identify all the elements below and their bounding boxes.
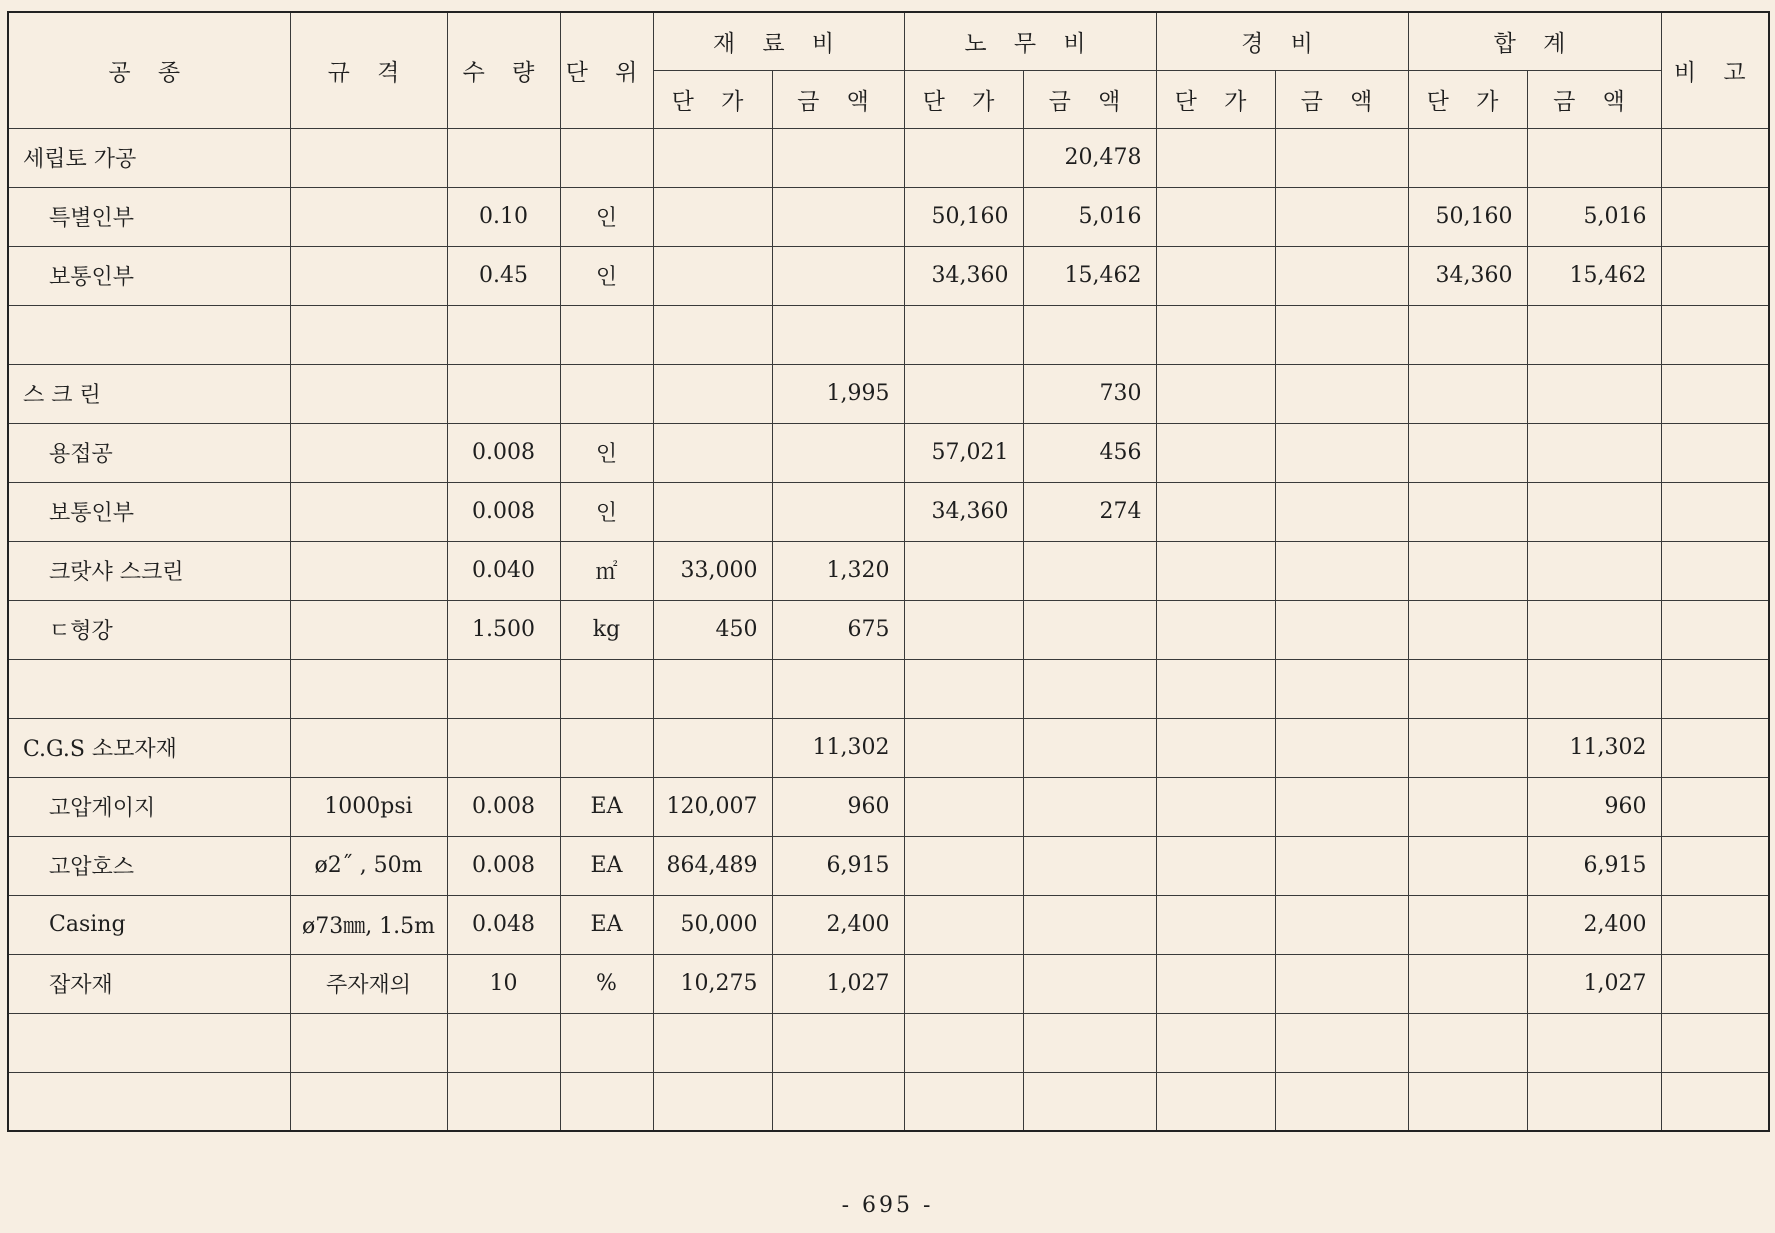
total-amount-cell <box>1527 600 1661 659</box>
item-name-cell: 용접공 <box>8 423 290 482</box>
expense-unit-price-cell <box>1156 600 1275 659</box>
labor-unit-price-cell <box>904 128 1023 187</box>
total-amount-cell <box>1527 364 1661 423</box>
labor-unit-price-cell <box>904 600 1023 659</box>
item-name-cell: C.G.S 소모자재 <box>8 718 290 777</box>
quantity-cell: 0.040 <box>447 541 560 600</box>
item-name-cell <box>8 1013 290 1072</box>
header-labor-amount: 금 액 <box>1023 70 1156 128</box>
total-amount-cell: 6,915 <box>1527 836 1661 895</box>
total-amount-cell <box>1527 305 1661 364</box>
labor-unit-price-cell <box>904 954 1023 1013</box>
unit-cell <box>560 128 653 187</box>
total-unit-price-cell <box>1408 541 1527 600</box>
spec-cell <box>290 482 447 541</box>
spec-cell <box>290 305 447 364</box>
quantity-cell <box>447 659 560 718</box>
item-name-cell: Casing <box>8 895 290 954</box>
remark-cell <box>1661 482 1769 541</box>
expense-amount-cell <box>1275 777 1408 836</box>
remark-cell <box>1661 777 1769 836</box>
total-amount-cell: 15,462 <box>1527 246 1661 305</box>
material-unit-price-cell <box>653 305 772 364</box>
table-row <box>8 718 1769 777</box>
material-amount-cell <box>772 305 904 364</box>
table-row <box>8 777 1769 836</box>
page-number: - 695 - <box>841 1193 934 1218</box>
expense-unit-price-cell <box>1156 659 1275 718</box>
labor-unit-price-cell: 34,360 <box>904 246 1023 305</box>
expense-amount-cell <box>1275 659 1408 718</box>
header-total-amount: 금 액 <box>1527 70 1661 128</box>
material-amount-cell: 11,302 <box>772 718 904 777</box>
unit-cell: kg <box>560 600 653 659</box>
labor-amount-cell <box>1023 541 1156 600</box>
labor-amount-cell <box>1023 718 1156 777</box>
labor-unit-price-cell <box>904 777 1023 836</box>
header-expense-amount: 금 액 <box>1275 70 1408 128</box>
item-name-cell <box>8 659 290 718</box>
quantity-cell <box>447 1013 560 1072</box>
material-unit-price-cell <box>653 482 772 541</box>
labor-amount-cell <box>1023 777 1156 836</box>
material-amount-cell <box>772 659 904 718</box>
table-row <box>8 954 1769 1013</box>
table-row <box>8 600 1769 659</box>
expense-unit-price-cell <box>1156 305 1275 364</box>
remark-cell <box>1661 423 1769 482</box>
spec-cell <box>290 659 447 718</box>
table-row <box>8 895 1769 954</box>
total-unit-price-cell <box>1408 600 1527 659</box>
spec-cell <box>290 246 447 305</box>
total-unit-price-cell <box>1408 128 1527 187</box>
remark-cell <box>1661 305 1769 364</box>
expense-amount-cell <box>1275 482 1408 541</box>
unit-cell <box>560 718 653 777</box>
material-unit-price-cell <box>653 659 772 718</box>
item-name-cell: 보통인부 <box>8 246 290 305</box>
spec-cell <box>290 364 447 423</box>
table-row <box>8 482 1769 541</box>
material-unit-price-cell <box>653 1072 772 1131</box>
total-amount-cell <box>1527 1072 1661 1131</box>
total-unit-price-cell <box>1408 1013 1527 1072</box>
spec-cell <box>290 541 447 600</box>
labor-amount-cell <box>1023 895 1156 954</box>
header-labor: 노 무 비 <box>904 12 1156 70</box>
quantity-cell: 0.45 <box>447 246 560 305</box>
unit-cell: % <box>560 954 653 1013</box>
remark-cell <box>1661 1013 1769 1072</box>
unit-cell: 인 <box>560 423 653 482</box>
expense-unit-price-cell <box>1156 1013 1275 1072</box>
expense-amount-cell <box>1275 836 1408 895</box>
unit-cell: EA <box>560 777 653 836</box>
expense-unit-price-cell <box>1156 1072 1275 1131</box>
expense-amount-cell <box>1275 718 1408 777</box>
spec-cell <box>290 718 447 777</box>
labor-unit-price-cell <box>904 541 1023 600</box>
unit-cell <box>560 305 653 364</box>
spec-cell <box>290 423 447 482</box>
total-unit-price-cell <box>1408 305 1527 364</box>
expense-amount-cell <box>1275 187 1408 246</box>
table-row <box>8 246 1769 305</box>
quantity-cell <box>447 718 560 777</box>
quantity-cell: 0.008 <box>447 482 560 541</box>
table-body <box>8 128 1769 1131</box>
material-unit-price-cell <box>653 187 772 246</box>
remark-cell <box>1661 954 1769 1013</box>
remark-cell <box>1661 600 1769 659</box>
cost-breakdown-table <box>7 11 1770 1132</box>
unit-cell: ㎡ <box>560 541 653 600</box>
labor-unit-price-cell <box>904 895 1023 954</box>
total-amount-cell: 5,016 <box>1527 187 1661 246</box>
labor-amount-cell: 456 <box>1023 423 1156 482</box>
header-expense-unit-price: 단 가 <box>1156 70 1275 128</box>
labor-amount-cell: 5,016 <box>1023 187 1156 246</box>
labor-amount-cell <box>1023 1013 1156 1072</box>
unit-cell: 인 <box>560 187 653 246</box>
labor-unit-price-cell <box>904 305 1023 364</box>
material-amount-cell <box>772 128 904 187</box>
header-labor-unit-price: 단 가 <box>904 70 1023 128</box>
remark-cell <box>1661 836 1769 895</box>
quantity-cell: 10 <box>447 954 560 1013</box>
expense-amount-cell <box>1275 246 1408 305</box>
expense-unit-price-cell <box>1156 364 1275 423</box>
labor-amount-cell <box>1023 1072 1156 1131</box>
expense-amount-cell <box>1275 128 1408 187</box>
table-row <box>8 187 1769 246</box>
quantity-cell <box>447 128 560 187</box>
remark-cell <box>1661 718 1769 777</box>
labor-amount-cell: 20,478 <box>1023 128 1156 187</box>
total-amount-cell: 1,027 <box>1527 954 1661 1013</box>
expense-amount-cell <box>1275 541 1408 600</box>
labor-unit-price-cell: 34,360 <box>904 482 1023 541</box>
remark-cell <box>1661 187 1769 246</box>
remark-cell <box>1661 128 1769 187</box>
total-unit-price-cell <box>1408 718 1527 777</box>
labor-unit-price-cell <box>904 718 1023 777</box>
expense-amount-cell <box>1275 600 1408 659</box>
total-unit-price-cell <box>1408 836 1527 895</box>
spec-cell: ø73㎜, 1.5m <box>290 895 447 954</box>
labor-amount-cell: 15,462 <box>1023 246 1156 305</box>
expense-unit-price-cell <box>1156 128 1275 187</box>
item-name-cell <box>8 305 290 364</box>
total-unit-price-cell <box>1408 482 1527 541</box>
spec-cell: 주자재의 <box>290 954 447 1013</box>
labor-amount-cell <box>1023 305 1156 364</box>
unit-cell: 인 <box>560 482 653 541</box>
item-name-cell: 보통인부 <box>8 482 290 541</box>
total-amount-cell: 2,400 <box>1527 895 1661 954</box>
header-expense: 경 비 <box>1156 12 1408 70</box>
total-amount-cell <box>1527 423 1661 482</box>
total-unit-price-cell <box>1408 895 1527 954</box>
remark-cell <box>1661 895 1769 954</box>
table-row <box>8 541 1769 600</box>
quantity-cell <box>447 305 560 364</box>
total-unit-price-cell <box>1408 777 1527 836</box>
total-amount-cell <box>1527 541 1661 600</box>
material-unit-price-cell: 120,007 <box>653 777 772 836</box>
quantity-cell <box>447 364 560 423</box>
expense-unit-price-cell <box>1156 954 1275 1013</box>
material-amount-cell <box>772 1013 904 1072</box>
labor-amount-cell <box>1023 600 1156 659</box>
item-name-cell: ㄷ형강 <box>8 600 290 659</box>
total-unit-price-cell: 50,160 <box>1408 187 1527 246</box>
expense-amount-cell <box>1275 1072 1408 1131</box>
labor-unit-price-cell <box>904 836 1023 895</box>
header-spec: 규 격 <box>290 12 447 128</box>
total-unit-price-cell <box>1408 423 1527 482</box>
material-unit-price-cell <box>653 1013 772 1072</box>
table-row <box>8 659 1769 718</box>
item-name-cell <box>8 1072 290 1131</box>
table-row <box>8 1072 1769 1131</box>
labor-amount-cell: 730 <box>1023 364 1156 423</box>
labor-unit-price-cell <box>904 1013 1023 1072</box>
spec-cell <box>290 600 447 659</box>
expense-amount-cell <box>1275 364 1408 423</box>
material-amount-cell: 1,995 <box>772 364 904 423</box>
material-unit-price-cell <box>653 423 772 482</box>
header-qty: 수 량 <box>447 12 560 128</box>
item-name-cell: 특별인부 <box>8 187 290 246</box>
table-header <box>8 12 1769 128</box>
expense-amount-cell <box>1275 895 1408 954</box>
header-material-unit-price: 단 가 <box>653 70 772 128</box>
spec-cell: ø2˝ , 50m <box>290 836 447 895</box>
material-amount-cell: 2,400 <box>772 895 904 954</box>
material-unit-price-cell: 864,489 <box>653 836 772 895</box>
labor-amount-cell <box>1023 954 1156 1013</box>
quantity-cell: 0.048 <box>447 895 560 954</box>
table-row <box>8 128 1769 187</box>
quantity-cell: 0.008 <box>447 836 560 895</box>
table-row <box>8 364 1769 423</box>
unit-cell: EA <box>560 895 653 954</box>
table-row <box>8 1013 1769 1072</box>
total-unit-price-cell <box>1408 1072 1527 1131</box>
unit-cell <box>560 659 653 718</box>
header-total: 합 계 <box>1408 12 1661 70</box>
material-unit-price-cell: 450 <box>653 600 772 659</box>
table-row <box>8 836 1769 895</box>
remark-cell <box>1661 1072 1769 1131</box>
unit-cell: EA <box>560 836 653 895</box>
remark-cell <box>1661 659 1769 718</box>
material-unit-price-cell <box>653 128 772 187</box>
expense-unit-price-cell <box>1156 187 1275 246</box>
labor-amount-cell <box>1023 659 1156 718</box>
expense-unit-price-cell <box>1156 423 1275 482</box>
header-total-unit-price: 단 가 <box>1408 70 1527 128</box>
material-unit-price-cell: 33,000 <box>653 541 772 600</box>
material-amount-cell: 6,915 <box>772 836 904 895</box>
expense-amount-cell <box>1275 1013 1408 1072</box>
material-amount-cell: 1,320 <box>772 541 904 600</box>
table-row <box>8 305 1769 364</box>
expense-unit-price-cell <box>1156 541 1275 600</box>
material-amount-cell: 675 <box>772 600 904 659</box>
total-unit-price-cell: 34,360 <box>1408 246 1527 305</box>
material-unit-price-cell <box>653 246 772 305</box>
quantity-cell: 0.10 <box>447 187 560 246</box>
spec-cell <box>290 187 447 246</box>
labor-unit-price-cell <box>904 364 1023 423</box>
item-name-cell: 고압호스 <box>8 836 290 895</box>
material-amount-cell: 960 <box>772 777 904 836</box>
expense-unit-price-cell <box>1156 895 1275 954</box>
expense-unit-price-cell <box>1156 246 1275 305</box>
unit-cell <box>560 1072 653 1131</box>
labor-unit-price-cell <box>904 659 1023 718</box>
unit-cell: 인 <box>560 246 653 305</box>
spec-cell <box>290 1013 447 1072</box>
labor-unit-price-cell: 57,021 <box>904 423 1023 482</box>
item-name-cell: 스 크 린 <box>8 364 290 423</box>
labor-amount-cell: 274 <box>1023 482 1156 541</box>
material-unit-price-cell <box>653 718 772 777</box>
total-amount-cell <box>1527 659 1661 718</box>
expense-amount-cell <box>1275 954 1408 1013</box>
quantity-cell: 0.008 <box>447 423 560 482</box>
remark-cell <box>1661 246 1769 305</box>
spec-cell <box>290 128 447 187</box>
total-amount-cell <box>1527 128 1661 187</box>
total-unit-price-cell <box>1408 659 1527 718</box>
material-unit-price-cell: 10,275 <box>653 954 772 1013</box>
expense-unit-price-cell <box>1156 777 1275 836</box>
header-material: 재 료 비 <box>653 12 904 70</box>
material-amount-cell: 1,027 <box>772 954 904 1013</box>
header-remark: 비 고 <box>1661 12 1769 128</box>
total-amount-cell: 960 <box>1527 777 1661 836</box>
spec-cell <box>290 1072 447 1131</box>
item-name-cell: 세립토 가공 <box>8 128 290 187</box>
material-unit-price-cell: 50,000 <box>653 895 772 954</box>
remark-cell <box>1661 364 1769 423</box>
material-amount-cell <box>772 423 904 482</box>
header-material-amount: 금 액 <box>772 70 904 128</box>
expense-unit-price-cell <box>1156 718 1275 777</box>
remark-cell <box>1661 541 1769 600</box>
material-amount-cell <box>772 187 904 246</box>
item-name-cell: 고압게이지 <box>8 777 290 836</box>
labor-unit-price-cell: 50,160 <box>904 187 1023 246</box>
quantity-cell <box>447 1072 560 1131</box>
material-amount-cell <box>772 246 904 305</box>
unit-cell <box>560 1013 653 1072</box>
total-amount-cell: 11,302 <box>1527 718 1661 777</box>
quantity-cell: 1.500 <box>447 600 560 659</box>
expense-amount-cell <box>1275 305 1408 364</box>
labor-unit-price-cell <box>904 1072 1023 1131</box>
expense-unit-price-cell <box>1156 482 1275 541</box>
material-amount-cell <box>772 1072 904 1131</box>
table-row <box>8 423 1769 482</box>
quantity-cell: 0.008 <box>447 777 560 836</box>
header-unit: 단 위 <box>560 12 653 128</box>
item-name-cell: 잡자재 <box>8 954 290 1013</box>
material-unit-price-cell <box>653 364 772 423</box>
expense-amount-cell <box>1275 423 1408 482</box>
total-amount-cell <box>1527 482 1661 541</box>
labor-amount-cell <box>1023 836 1156 895</box>
header-item: 공 종 <box>8 12 290 128</box>
total-unit-price-cell <box>1408 364 1527 423</box>
total-unit-price-cell <box>1408 954 1527 1013</box>
item-name-cell: 크랏샤 스크린 <box>8 541 290 600</box>
spec-cell: 1000psi <box>290 777 447 836</box>
unit-cell <box>560 364 653 423</box>
expense-unit-price-cell <box>1156 836 1275 895</box>
material-amount-cell <box>772 482 904 541</box>
total-amount-cell <box>1527 1013 1661 1072</box>
